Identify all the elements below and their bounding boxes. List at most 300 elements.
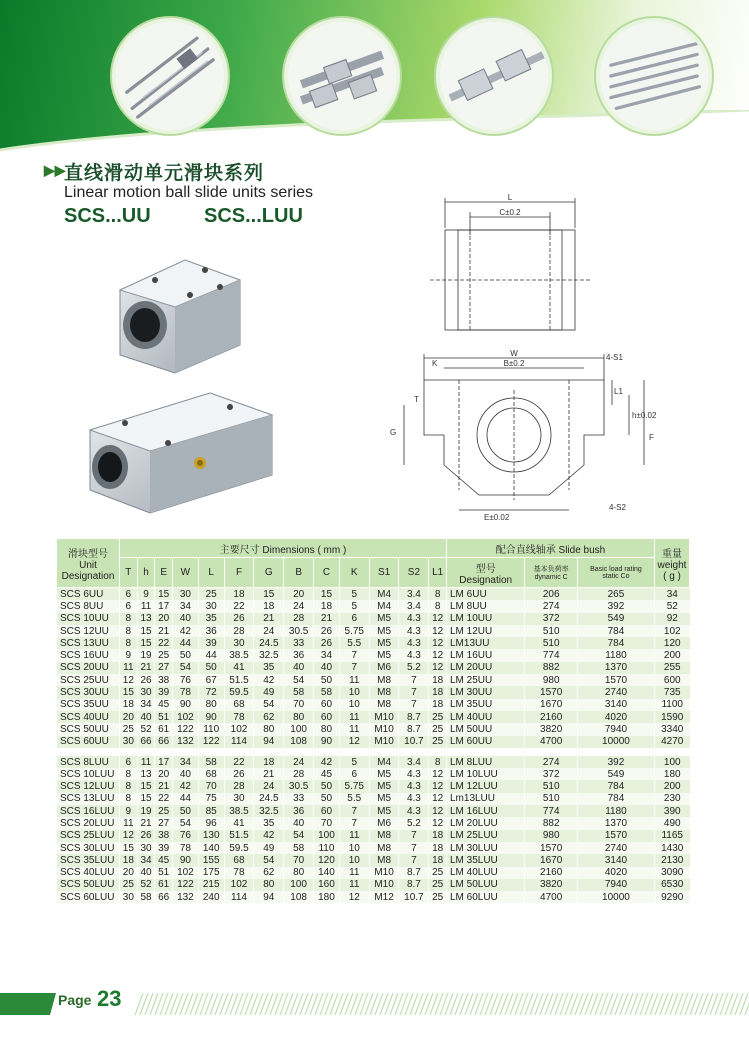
table-cell: 60 bbox=[314, 805, 340, 817]
table-cell: 90 bbox=[173, 699, 199, 711]
table-cell: 24.5 bbox=[254, 793, 284, 805]
bush-designation-cell: LM 12UU bbox=[446, 625, 524, 637]
table-cell: 1590 bbox=[655, 711, 690, 723]
dim-S1-label: 4-S1 bbox=[606, 353, 623, 362]
table-cell: M5 bbox=[369, 768, 399, 780]
table-cell: 26 bbox=[314, 637, 340, 649]
front-view-drawing bbox=[384, 350, 674, 525]
table-cell: 28 bbox=[284, 768, 314, 780]
table-cell: 39 bbox=[155, 842, 173, 854]
table-cell: 140 bbox=[198, 842, 224, 854]
slide-unit-thumbnail bbox=[436, 18, 552, 134]
table-row bbox=[57, 649, 690, 661]
slide-bush-header: 配合直线轴承 Slide bush bbox=[446, 539, 654, 558]
table-cell: 774 bbox=[525, 805, 577, 817]
table-cell: 21 bbox=[137, 817, 155, 829]
table-cell: 51.5 bbox=[224, 830, 254, 842]
table-cell: 10 bbox=[339, 686, 369, 698]
table-cell: 49 bbox=[254, 686, 284, 698]
table-cell: 12 bbox=[339, 736, 369, 748]
table-cell: 33 bbox=[284, 637, 314, 649]
bush-designation-cell: LM 12LUU bbox=[446, 780, 524, 792]
table-cell: M10 bbox=[369, 711, 399, 723]
table-cell: 7940 bbox=[577, 723, 654, 735]
table-cell: 72 bbox=[198, 686, 224, 698]
table-cell: 60 bbox=[314, 711, 340, 723]
table-cell: M8 bbox=[369, 830, 399, 842]
col-c: C bbox=[314, 558, 340, 588]
table-cell: 3820 bbox=[525, 723, 577, 735]
table-cell: 2160 bbox=[525, 711, 577, 723]
table-cell: 58 bbox=[198, 756, 224, 768]
table-cell: 980 bbox=[525, 830, 577, 842]
table-row bbox=[57, 805, 690, 817]
table-cell: 102 bbox=[173, 867, 199, 879]
table-cell: 200 bbox=[655, 780, 690, 792]
table-cell: M6 bbox=[369, 817, 399, 829]
table-cell: 735 bbox=[655, 686, 690, 698]
table-cell: 80 bbox=[284, 711, 314, 723]
table-cell: 9 bbox=[137, 588, 155, 601]
table-cell: 180 bbox=[655, 768, 690, 780]
table-cell: 25 bbox=[429, 879, 447, 891]
table-cell: 3820 bbox=[525, 879, 577, 891]
table-cell: 12 bbox=[339, 891, 369, 903]
linear-guide-thumbnail bbox=[284, 18, 400, 134]
table-cell: 25 bbox=[429, 891, 447, 903]
table-cell: 30 bbox=[137, 842, 155, 854]
specifications-table bbox=[56, 538, 690, 903]
table-cell: 1180 bbox=[577, 649, 654, 661]
table-cell: 5.75 bbox=[339, 780, 369, 792]
table-cell: M10 bbox=[369, 723, 399, 735]
unit-designation-cell: SCS 8LUU bbox=[57, 756, 120, 768]
table-cell: 78 bbox=[173, 686, 199, 698]
table-cell: 102 bbox=[173, 711, 199, 723]
table-cell: 390 bbox=[655, 805, 690, 817]
table-cell: 17 bbox=[155, 600, 173, 612]
unit-designation-cell: SCS 13UU bbox=[57, 637, 120, 649]
table-cell: 18 bbox=[224, 588, 254, 601]
table-cell: 12 bbox=[429, 768, 447, 780]
table-cell: 50 bbox=[173, 805, 199, 817]
table-cell: 25 bbox=[155, 805, 173, 817]
unit-designation-cell: SCS 30LUU bbox=[57, 842, 120, 854]
table-row bbox=[57, 588, 690, 601]
table-cell: 59.5 bbox=[224, 686, 254, 698]
table-cell: 15 bbox=[254, 588, 284, 601]
table-cell: 40 bbox=[173, 768, 199, 780]
top-view-drawing bbox=[400, 190, 600, 340]
table-cell: 80 bbox=[198, 699, 224, 711]
dim-T-label: T bbox=[414, 395, 419, 404]
table-cell: 206 bbox=[525, 588, 577, 601]
table-cell: 80 bbox=[254, 879, 284, 891]
table-cell: M5 bbox=[369, 613, 399, 625]
table-row bbox=[57, 830, 690, 842]
dim-S2-label: 4-S2 bbox=[609, 503, 626, 512]
table-cell: 60 bbox=[314, 699, 340, 711]
unit-designation-cell: SCS 16LUU bbox=[57, 805, 120, 817]
table-cell: 240 bbox=[198, 891, 224, 903]
table-cell: 22 bbox=[155, 793, 173, 805]
table-cell: 10 bbox=[339, 842, 369, 854]
table-cell: 4.3 bbox=[399, 649, 429, 661]
bush-designation-cell: LM 40LUU bbox=[446, 867, 524, 879]
table-cell: 10.7 bbox=[399, 736, 429, 748]
table-cell: 5 bbox=[339, 600, 369, 612]
table-cell: 19 bbox=[137, 805, 155, 817]
table-cell: 50 bbox=[314, 780, 340, 792]
table-cell: 15 bbox=[137, 780, 155, 792]
table-cell: 12 bbox=[429, 637, 447, 649]
table-cell: 110 bbox=[198, 723, 224, 735]
table-cell: 274 bbox=[525, 756, 577, 768]
table-cell: 34 bbox=[137, 699, 155, 711]
table-cell: 11 bbox=[137, 756, 155, 768]
table-cell: 42 bbox=[254, 674, 284, 686]
table-cell: 18 bbox=[120, 854, 138, 866]
table-cell: 68 bbox=[198, 768, 224, 780]
table-cell: 21 bbox=[254, 768, 284, 780]
table-cell: 6 bbox=[120, 756, 138, 768]
table-cell: 34 bbox=[655, 588, 690, 601]
table-cell: 490 bbox=[655, 817, 690, 829]
table-cell: 1670 bbox=[525, 699, 577, 711]
series-title-en: Linear motion ball slide units series bbox=[64, 184, 314, 201]
col-unit-designation: 滑块型号 Unit Designation bbox=[57, 539, 120, 588]
table-cell: 2740 bbox=[577, 842, 654, 854]
table-row bbox=[57, 600, 690, 612]
table-cell: 4.3 bbox=[399, 805, 429, 817]
table-cell: 7 bbox=[339, 649, 369, 661]
table-cell: 13 bbox=[137, 768, 155, 780]
shaft-rods-thumbnail bbox=[596, 18, 712, 134]
table-cell: 58 bbox=[314, 686, 340, 698]
table-cell: 30 bbox=[137, 686, 155, 698]
table-cell: 1370 bbox=[577, 817, 654, 829]
table-cell: 274 bbox=[525, 600, 577, 612]
table-cell: 42 bbox=[314, 756, 340, 768]
table-cell: 108 bbox=[284, 891, 314, 903]
table-cell: 18 bbox=[429, 830, 447, 842]
dim-G-label: G bbox=[390, 428, 397, 437]
table-cell: 3.4 bbox=[399, 588, 429, 601]
table-cell: 30 bbox=[120, 891, 138, 903]
table-cell: 39 bbox=[155, 686, 173, 698]
col-f: F bbox=[224, 558, 254, 588]
table-cell: 12 bbox=[429, 625, 447, 637]
table-cell: 44 bbox=[173, 637, 199, 649]
table-cell: 392 bbox=[577, 600, 654, 612]
bush-designation-cell: LM 16UU bbox=[446, 649, 524, 661]
table-cell: 30.5 bbox=[284, 780, 314, 792]
table-cell: 34 bbox=[314, 649, 340, 661]
unit-designation-cell: SCS 16UU bbox=[57, 649, 120, 661]
table-row bbox=[57, 817, 690, 829]
unit-designation-cell: SCS 35LUU bbox=[57, 854, 120, 866]
table-cell: 15 bbox=[137, 625, 155, 637]
table-cell: 784 bbox=[577, 637, 654, 649]
table-cell: 7 bbox=[399, 699, 429, 711]
bush-designation-cell: LM 16LUU bbox=[446, 805, 524, 817]
table-spacer bbox=[57, 748, 690, 756]
table-cell: 35 bbox=[198, 613, 224, 625]
table-cell: 38 bbox=[155, 674, 173, 686]
unit-designation-cell: SCS 30UU bbox=[57, 686, 120, 698]
dim-L1-label: L1 bbox=[614, 387, 623, 396]
table-cell: 8 bbox=[120, 768, 138, 780]
table-cell: 15 bbox=[137, 637, 155, 649]
dim-E-label: E±0.02 bbox=[484, 513, 510, 522]
table-cell: 1570 bbox=[525, 686, 577, 698]
table-cell: 10 bbox=[339, 854, 369, 866]
table-cell: 255 bbox=[655, 662, 690, 674]
table-cell: 100 bbox=[284, 723, 314, 735]
table-cell: 44 bbox=[173, 793, 199, 805]
table-cell: 11 bbox=[120, 662, 138, 674]
table-cell: 10 bbox=[339, 699, 369, 711]
col-bush-designation: 型号 Designation bbox=[446, 558, 524, 588]
table-cell: 21 bbox=[254, 613, 284, 625]
table-row bbox=[57, 867, 690, 879]
unit-designation-cell: SCS 40LUU bbox=[57, 867, 120, 879]
table-cell: 6 bbox=[339, 768, 369, 780]
table-cell: 38.5 bbox=[224, 805, 254, 817]
table-cell: 372 bbox=[525, 768, 577, 780]
table-cell: 18 bbox=[429, 699, 447, 711]
table-cell: 80 bbox=[284, 867, 314, 879]
table-cell: 40 bbox=[137, 711, 155, 723]
table-cell: 11 bbox=[137, 600, 155, 612]
table-cell: 4.3 bbox=[399, 613, 429, 625]
table-cell: 51 bbox=[155, 711, 173, 723]
table-cell: 4020 bbox=[577, 711, 654, 723]
table-cell: 22 bbox=[155, 637, 173, 649]
table-cell: 19 bbox=[137, 649, 155, 661]
table-row bbox=[57, 625, 690, 637]
table-cell: 59.5 bbox=[224, 842, 254, 854]
table-cell: 100 bbox=[314, 830, 340, 842]
table-cell: 215 bbox=[198, 879, 224, 891]
table-cell: 15 bbox=[137, 793, 155, 805]
unit-designation-cell: SCS 12LUU bbox=[57, 780, 120, 792]
table-row bbox=[57, 842, 690, 854]
col-w: W bbox=[173, 558, 199, 588]
unit-designation-cell: SCS 20LUU bbox=[57, 817, 120, 829]
table-cell: 12 bbox=[120, 830, 138, 842]
table-cell: 100 bbox=[284, 879, 314, 891]
bush-designation-cell: LM 8LUU bbox=[446, 756, 524, 768]
table-cell: 21 bbox=[137, 662, 155, 674]
table-cell: 20 bbox=[284, 588, 314, 601]
table-cell: 26 bbox=[137, 830, 155, 842]
table-row bbox=[57, 723, 690, 735]
table-cell: 8 bbox=[429, 600, 447, 612]
table-cell: 1570 bbox=[525, 842, 577, 854]
table-cell: 6 bbox=[120, 600, 138, 612]
table-cell: M12 bbox=[369, 891, 399, 903]
table-cell: 25 bbox=[429, 736, 447, 748]
table-cell: 11 bbox=[339, 867, 369, 879]
table-cell: 45 bbox=[155, 699, 173, 711]
unit-designation-cell: SCS 25LUU bbox=[57, 830, 120, 842]
table-cell: 5.5 bbox=[339, 793, 369, 805]
table-cell: 784 bbox=[577, 625, 654, 637]
table-cell: 3.4 bbox=[399, 600, 429, 612]
table-cell: 54 bbox=[284, 674, 314, 686]
table-cell: 774 bbox=[525, 649, 577, 661]
table-cell: 122 bbox=[173, 723, 199, 735]
col-l1: L1 bbox=[429, 558, 447, 588]
table-cell: 11 bbox=[339, 723, 369, 735]
scs-uu-photo bbox=[100, 245, 250, 375]
table-cell: 51 bbox=[155, 867, 173, 879]
table-cell: 8.7 bbox=[399, 879, 429, 891]
col-e: E bbox=[155, 558, 173, 588]
table-cell: 96 bbox=[198, 817, 224, 829]
table-row bbox=[57, 891, 690, 903]
table-row bbox=[57, 793, 690, 805]
table-cell: 4700 bbox=[525, 736, 577, 748]
table-cell: 40 bbox=[173, 613, 199, 625]
table-cell: 8.7 bbox=[399, 711, 429, 723]
table-cell: 62 bbox=[254, 711, 284, 723]
table-cell: 61 bbox=[155, 879, 173, 891]
table-cell: 62 bbox=[254, 867, 284, 879]
table-cell: 6530 bbox=[655, 879, 690, 891]
table-cell: 130 bbox=[198, 830, 224, 842]
table-cell: 372 bbox=[525, 613, 577, 625]
table-cell: 33 bbox=[284, 793, 314, 805]
unit-designation-cell: SCS 10LUU bbox=[57, 768, 120, 780]
table-cell: 7 bbox=[399, 686, 429, 698]
table-row bbox=[57, 674, 690, 686]
table-cell: 36 bbox=[284, 805, 314, 817]
table-cell: M8 bbox=[369, 674, 399, 686]
table-cell: 28 bbox=[224, 780, 254, 792]
table-cell: 12 bbox=[429, 817, 447, 829]
unit-designation-cell: SCS 25UU bbox=[57, 674, 120, 686]
unit-designation-cell: SCS 20UU bbox=[57, 662, 120, 674]
dim-K-label: K bbox=[432, 359, 438, 368]
scs-luu-photo bbox=[80, 385, 280, 515]
table-cell: 78 bbox=[224, 711, 254, 723]
table-cell: 122 bbox=[198, 736, 224, 748]
table-cell: 108 bbox=[284, 736, 314, 748]
col-weight: 重量 weight ( g ) bbox=[655, 539, 690, 588]
table-cell: 34 bbox=[173, 600, 199, 612]
table-cell: 9 bbox=[120, 649, 138, 661]
bush-designation-cell: LM 50LUU bbox=[446, 879, 524, 891]
table-cell: 28 bbox=[224, 625, 254, 637]
unit-designation-cell: SCS 12UU bbox=[57, 625, 120, 637]
table-cell: 4270 bbox=[655, 736, 690, 748]
table-cell: 90 bbox=[314, 736, 340, 748]
model-uu: SCS...UU bbox=[64, 205, 151, 227]
table-cell: 50 bbox=[314, 793, 340, 805]
table-cell: 3140 bbox=[577, 854, 654, 866]
table-cell: 7 bbox=[399, 842, 429, 854]
table-cell: M8 bbox=[369, 842, 399, 854]
table-row bbox=[57, 686, 690, 698]
table-cell: 32.5 bbox=[254, 805, 284, 817]
table-cell: M10 bbox=[369, 879, 399, 891]
table-cell: 392 bbox=[577, 756, 654, 768]
bush-designation-cell: LM 20LUU bbox=[446, 817, 524, 829]
table-row bbox=[57, 711, 690, 723]
table-cell: 30.5 bbox=[284, 625, 314, 637]
table-cell: 1670 bbox=[525, 854, 577, 866]
table-cell: 5.5 bbox=[339, 637, 369, 649]
table-cell: 6 bbox=[120, 588, 138, 601]
table-cell: 8 bbox=[429, 756, 447, 768]
table-cell: 784 bbox=[577, 793, 654, 805]
table-cell: 7 bbox=[399, 854, 429, 866]
table-cell: M5 bbox=[369, 780, 399, 792]
table-cell: 21 bbox=[314, 613, 340, 625]
table-cell: 18 bbox=[314, 600, 340, 612]
table-cell: 20 bbox=[155, 768, 173, 780]
table-cell: 36 bbox=[198, 625, 224, 637]
table-cell: 102 bbox=[224, 723, 254, 735]
table-cell: M10 bbox=[369, 736, 399, 748]
table-cell: 24 bbox=[254, 780, 284, 792]
table-cell: 38 bbox=[155, 830, 173, 842]
table-cell: 40 bbox=[284, 817, 314, 829]
table-cell: 15 bbox=[120, 842, 138, 854]
table-cell: 18 bbox=[429, 842, 447, 854]
table-cell: 11 bbox=[339, 674, 369, 686]
table-cell: 94 bbox=[254, 736, 284, 748]
table-cell: 18 bbox=[429, 674, 447, 686]
table-cell: 5.2 bbox=[399, 662, 429, 674]
title-arrow-icon: ▶▶ bbox=[44, 162, 66, 178]
table-cell: 12 bbox=[429, 649, 447, 661]
table-cell: 10000 bbox=[577, 891, 654, 903]
table-cell: 10.7 bbox=[399, 891, 429, 903]
table-cell: 21 bbox=[155, 780, 173, 792]
bush-designation-cell: LM 10LUU bbox=[446, 768, 524, 780]
table-cell: 5.75 bbox=[339, 625, 369, 637]
table-cell: 3.4 bbox=[399, 756, 429, 768]
table-cell: 11 bbox=[339, 879, 369, 891]
page-number: 23 bbox=[97, 986, 122, 1011]
table-cell: 40 bbox=[137, 867, 155, 879]
page-label: Page bbox=[58, 992, 92, 1008]
table-cell: 600 bbox=[655, 674, 690, 686]
bush-designation-cell: LM 60LUU bbox=[446, 891, 524, 903]
col-dynamic-load: 基本负荷率 dynamic C bbox=[525, 558, 577, 588]
table-cell: 50 bbox=[198, 662, 224, 674]
table-cell: 25 bbox=[429, 723, 447, 735]
table-cell: 510 bbox=[525, 780, 577, 792]
table-cell: 4.3 bbox=[399, 625, 429, 637]
table-cell: 132 bbox=[173, 736, 199, 748]
table-cell: 66 bbox=[155, 736, 173, 748]
table-cell: 5 bbox=[339, 588, 369, 601]
table-cell: 160 bbox=[314, 879, 340, 891]
table-cell: 18 bbox=[254, 600, 284, 612]
bush-designation-cell: LM 20UU bbox=[446, 662, 524, 674]
table-cell: 3090 bbox=[655, 867, 690, 879]
table-cell: 92 bbox=[655, 613, 690, 625]
table-cell: 80 bbox=[314, 723, 340, 735]
table-cell: 114 bbox=[224, 736, 254, 748]
table-cell: 44 bbox=[198, 649, 224, 661]
table-cell: 42 bbox=[173, 625, 199, 637]
table-cell: 58 bbox=[284, 686, 314, 698]
